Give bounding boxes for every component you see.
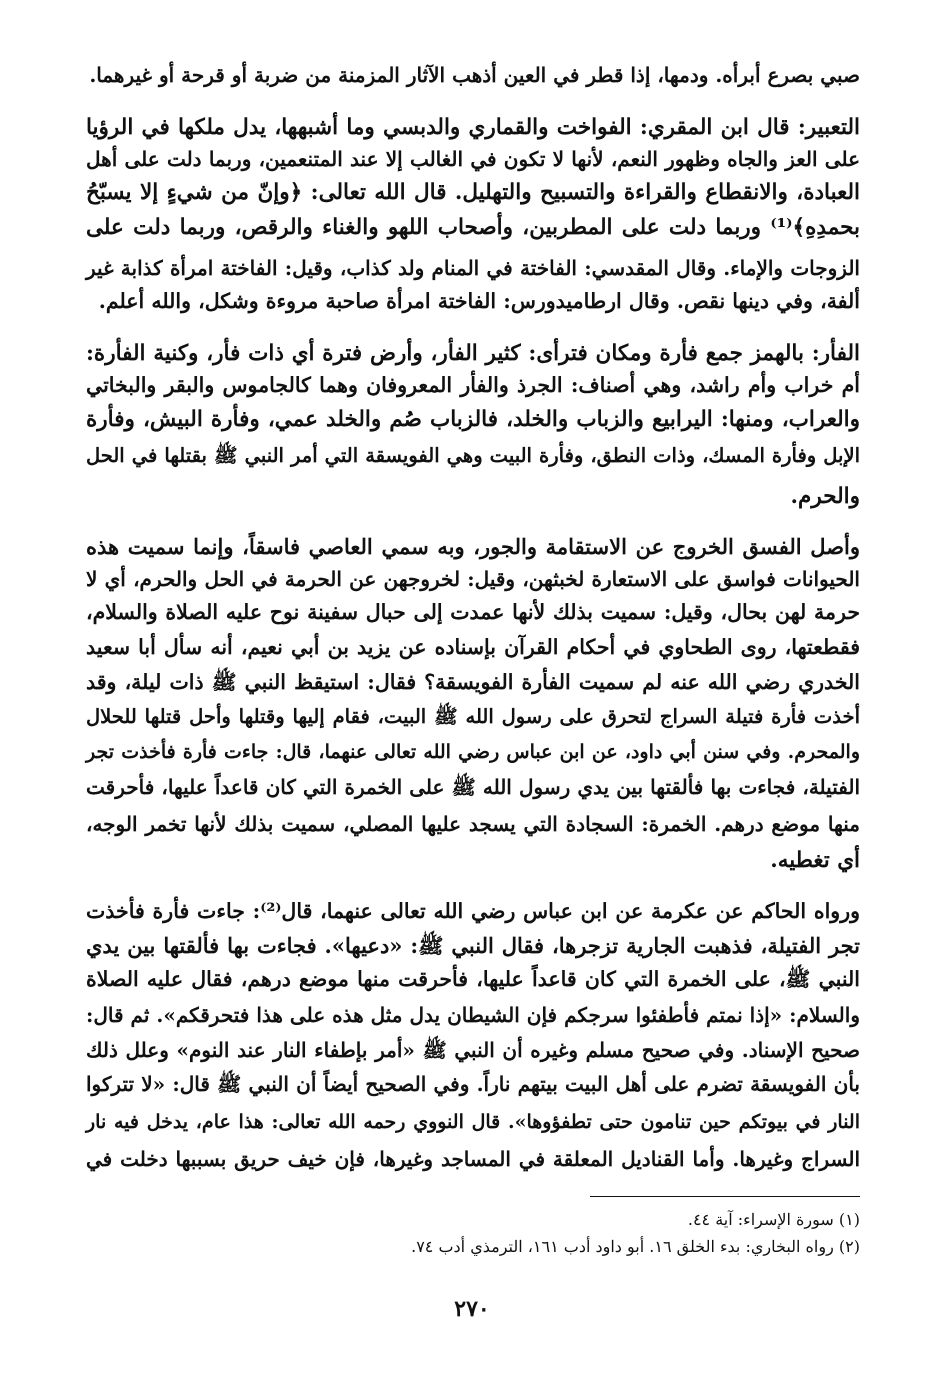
text-line: العبادة، والانقطاع والقراءة والتسبيح والتهليل. قال الله تعالى: ﴿وإنّ من شيءٍ إلا يسبّحُ xyxy=(86,180,860,205)
text-line: النبي ﷺ، على الخمرة التي كان قاعداً عليها، فأحرقت منها موضع درهم، فقال عليه الصلاة xyxy=(86,967,860,991)
footnote-divider xyxy=(590,1196,860,1197)
text-line: والحرم. xyxy=(790,484,860,509)
text-line: بأن الفويسقة تضرم على أهل البيت بيتهم ناراً. وفي الصحيح أيضاً أن النبي ﷺ قال: «لا تتركوا xyxy=(86,1072,860,1096)
text-line: الخدري رضي الله عنه لم سميت الفأرة الفويسقة؟ فقال: استيقظ النبي ﷺ ذات ليلة، وقد xyxy=(86,670,860,694)
footnote: (١) سورة الإسراء: آية ٤٤. xyxy=(687,1210,860,1229)
text-line: صبي بصرع أبرأه. ودمها، إذا قطر في العين أذهب الآثار المزمنة من ضربة أو قرحة أو غيرهما. xyxy=(89,63,860,87)
text-line: الفأر: بالهمز جمع فأرة ومكان فترأى: كثير الفأر، وأرض فترة أي ذات فأر، وكنية الفأرة: xyxy=(86,341,860,366)
text-line: والعراب، ومنها: اليرابيع والزباب والخلد، فالزباب صُم والخلد عمي، وفأرة البيش، وفأرة xyxy=(86,407,860,432)
text-line: الحيوانات فواسق على الاستعارة لخبثهن، وقيل: لخروجهن عن الحرمة في الحل والحرم، أي لا xyxy=(86,567,860,591)
text-line: فقطعتها، روى الطحاوي في أحكام القرآن بإسناده عن يزيد بن أبي نعيم، أنه سأل أبا سعيد xyxy=(86,635,860,659)
text-line: صحيح الإسناد. وفي صحيح مسلم وغيره أن النبي ﷺ «أمر بإطفاء النار عند النوم» وعلل ذلك xyxy=(86,1038,860,1062)
text-line: وأصل الفسق الخروج عن الاستقامة والجور، وبه سمي العاصي فاسقاً، وإنما سميت هذه xyxy=(86,534,860,559)
text-line: السراج وغيرها. وأما القناديل المعلقة في المساجد وغيرها، فإن خيف حريق بسببها دخلت في xyxy=(86,1147,860,1171)
text-line: أي تغطيه. xyxy=(770,848,860,873)
text-line: ورواه الحاكم عن عكرمة عن ابن عباس رضي الله تعالى عنهما، قال⁽²⁾: جاءت فأرة فأخذت xyxy=(86,899,860,923)
text-line: النار في بيوتكم حين تنامون حتى تطفؤوها». قال النووي رحمه الله تعالى: هذا عام، يدخل فيه نار xyxy=(86,1111,860,1133)
page-number: ٢٧٠ xyxy=(454,1296,490,1322)
text-line: أم خراب وأم راشد، وهي أصناف: الجرذ والفأر المعروفان وهما كالجاموس والبقر والبخاتي xyxy=(86,373,860,397)
text-line: بحمدِهِ﴾⁽¹⁾ وربما دلت على المطربين، وأصحاب اللهو والغناء والرقص، وربما دلت على xyxy=(86,215,860,240)
text-line: تجر الفتيلة، فذهبت الجارية تزجرها، فقال النبي ﷺ: «دعيها». فجاءت بها فألقتها بين يدي xyxy=(86,933,860,958)
footnote: (٢) رواه البخاري: بدء الخلق ١٦. أبو داود أدب ١٦١، الترمذي أدب ٧٤. xyxy=(411,1237,860,1256)
text-line: الفتيلة، فجاءت بها فألقتها بين يدي رسول الله ﷺ على الخمرة التي كان قاعداً عليها، فأحرقت xyxy=(86,775,861,799)
text-line: والسلام: «إذا نمتم فأطفئوا سرجكم فإن الشيطان يدل مثل هذه على هذا فتحرقكم». ثم قال: xyxy=(86,1003,860,1027)
text-line: أخذت فأرة فتيلة السراج لتحرق على رسول الله ﷺ البيت، فقام إليها وقتلها وأحل قتلها للحلال xyxy=(86,705,860,728)
text-line: الزوجات والإماء. وقال المقدسي: الفاختة في المنام ولد كذاب، وقيل: الفاختة امرأة كذابة غير xyxy=(86,256,860,280)
text-line: على العز والجاه وظهور النعم، لأنها لا تكون في الغالب إلا عند المتنعمين، وربما دلت على أهل xyxy=(86,147,860,171)
text-line: ألفة، وفي دينها نقص. وقال ارطاميدورس: الفاختة امرأة صاحبة مروءة وشكل، والله أعلم. xyxy=(98,289,860,313)
text-line: حرمة لهن بحال، وقيل: سميت بذلك لأنها عمدت إلى حبال سفينة نوح عليه الصلاة والسلام، xyxy=(86,600,860,624)
text-line: الإبل وفأرة المسك، وذات النطق، وفأرة البيت وهي الفويسقة التي أمر النبي ﷺ بقتلها في الحل xyxy=(86,444,860,467)
text-line: التعبير: قال ابن المقري: الفواخت والقماري والدبسي وما أشبهها، يدل ملكها في الرؤيا xyxy=(86,115,860,140)
text-line: والمحرم. وفي سنن أبي داود، عن ابن عباس رضي الله تعالى عنهما، قال: جاءت فأرة فأخذت تجر xyxy=(86,741,860,763)
text-line: منها موضع درهم. الخمرة: السجادة التي يسجد عليها المصلي، سميت بذلك لأنها تخمر الوجه، xyxy=(86,812,860,836)
